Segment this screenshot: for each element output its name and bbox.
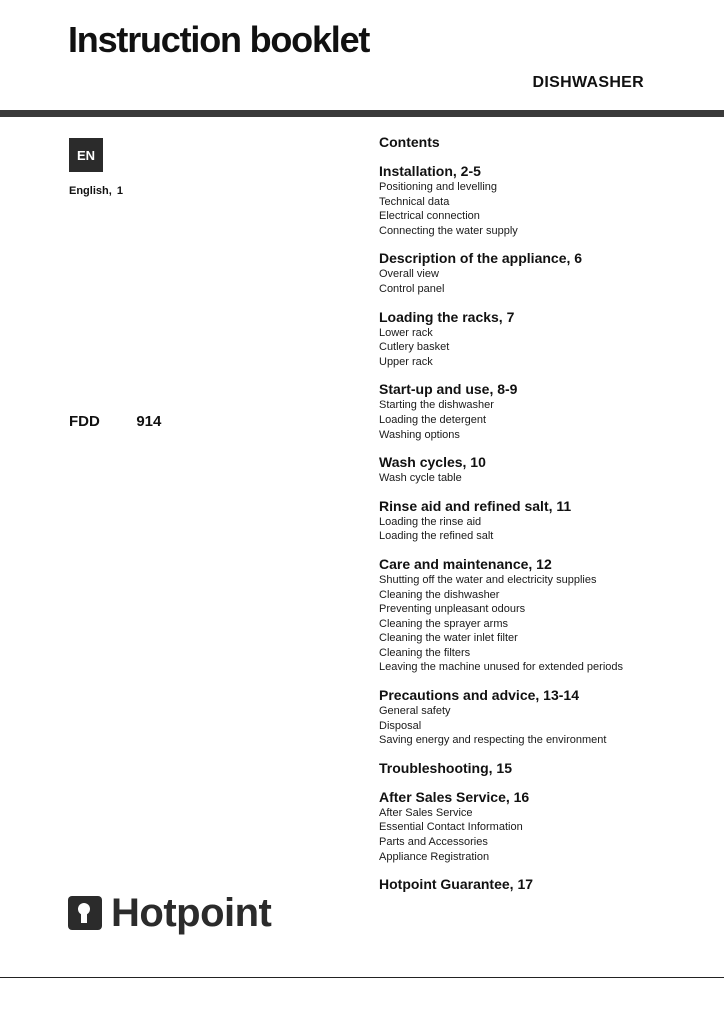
toc-section [379, 760, 709, 777]
toc-item: Cleaning the filters [379, 646, 471, 659]
table-of-contents [379, 134, 709, 905]
toc-section-title: Start-up and use, 8-9 [379, 381, 518, 398]
toc-section [379, 789, 709, 864]
language-page-reference: English, 1 [69, 185, 123, 197]
toc-section-title: Care and maintenance, 12 [379, 555, 552, 572]
toc-section [379, 687, 709, 748]
toc-section [379, 163, 709, 238]
footer-divider [0, 977, 724, 978]
toc-section [379, 250, 709, 296]
toc-item: Loading the rinse aid [379, 515, 482, 528]
toc-item: Starting the dishwasher [379, 399, 494, 412]
toc-item: Cleaning the sprayer arms [379, 617, 509, 630]
toc-item: Positioning and levelling [379, 181, 498, 193]
toc-section-title: Loading the racks, 7 [379, 308, 515, 325]
contents-heading: Contents [379, 134, 440, 150]
toc-item: Shutting off the water and electricity supplies [379, 573, 597, 586]
toc-item: Saving energy and respecting the environment [379, 734, 607, 747]
language-badge: EN [69, 138, 103, 172]
brand-name: Hotpoint [111, 891, 272, 935]
toc-section-title: Wash cycles, 10 [379, 454, 486, 471]
toc-item: Upper rack [379, 355, 433, 368]
toc-item: Essential Contact Information [379, 821, 523, 834]
hotpoint-logo-icon [68, 896, 102, 930]
toc-section [379, 876, 709, 893]
toc-item: Overall view [379, 268, 439, 281]
toc-item: Leaving the machine unused for extended periods [379, 661, 624, 674]
toc-item: Electrical connection [379, 210, 480, 223]
toc-item: Connecting the water supply [379, 224, 518, 237]
model-number: FDD 914 [69, 413, 162, 430]
toc-section-title: After Sales Service, 16 [379, 788, 530, 805]
toc-item: Loading the detergent [379, 413, 487, 426]
toc-item: Appliance Registration [379, 850, 490, 863]
brand-logo [68, 893, 271, 933]
toc-section-title: Installation, 2-5 [379, 163, 481, 179]
toc-section [379, 454, 709, 486]
document-title: Instruction booklet [68, 19, 370, 60]
header-divider [0, 110, 724, 117]
toc-item: Lower rack [379, 326, 433, 339]
toc-item: Cleaning the dishwasher [379, 588, 500, 601]
toc-item: General safety [379, 705, 451, 718]
toc-section [379, 309, 709, 370]
toc-item: Technical data [379, 195, 450, 208]
toc-section-title: Troubleshooting, 15 [379, 759, 513, 776]
toc-item: Parts and Accessories [379, 836, 488, 849]
toc-item: Washing options [379, 428, 460, 441]
toc-item: Disposal [379, 719, 422, 732]
toc-item: Preventing unpleasant odours [379, 603, 526, 616]
contents-sections [379, 163, 709, 893]
toc-item: Control panel [379, 282, 445, 295]
product-type: DISHWASHER [532, 74, 644, 91]
toc-section-title: Rinse aid and refined salt, 11 [379, 497, 572, 514]
toc-section [379, 381, 709, 442]
toc-item: Wash cycle table [379, 472, 462, 485]
toc-section [379, 498, 709, 544]
toc-section-title: Precautions and advice, 13-14 [379, 687, 579, 704]
toc-item: After Sales Service [379, 806, 473, 819]
toc-section-title: Hotpoint Guarantee, 17 [379, 876, 534, 893]
toc-item: Cleaning the water inlet filter [379, 632, 518, 645]
toc-section [379, 556, 709, 675]
toc-section-title: Description of the appliance, 6 [379, 250, 583, 267]
toc-item: Cutlery basket [379, 341, 450, 354]
toc-item: Loading the refined salt [379, 530, 494, 543]
